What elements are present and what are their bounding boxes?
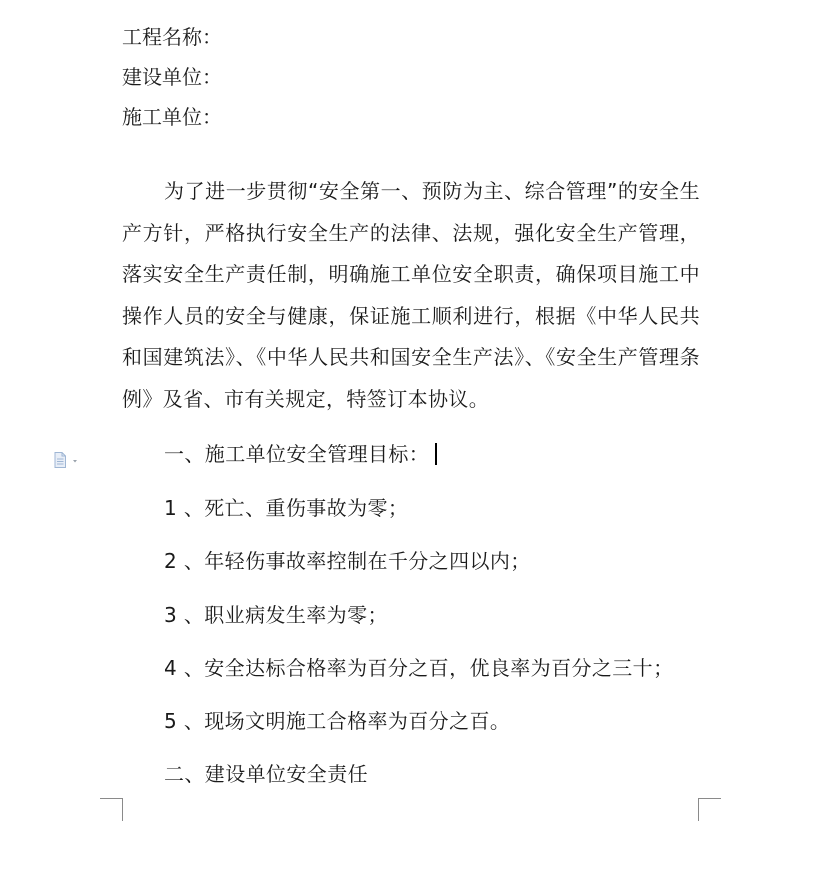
list-item: 5 、现场文明施工合格率为百分之百。 bbox=[164, 709, 511, 733]
list-item: 2 、年轻伤事故率控制在千分之四以内； bbox=[164, 549, 531, 573]
section1-heading-text: 一、施工单位安全管理目标： bbox=[164, 442, 430, 466]
section2-heading: 二、建设单位安全责任 bbox=[164, 762, 368, 786]
page-corner-mark-left bbox=[100, 798, 123, 821]
text-cursor bbox=[435, 443, 437, 465]
paragraph-options[interactable] bbox=[54, 452, 80, 468]
chevron-down-icon bbox=[73, 460, 77, 463]
intro-paragraph: 为了进一步贯彻“安全第一、预防为主、综合管理”的安全生产方针，严格执行安全生产的法律、法规，强化安全生产管理，落实安全生产责任制，明确施工单位安全职责，确保项目施工中操作人员的安全与健康，保证施工顺利进行，根据《中华人民共和国建筑法》、《中华人民共和国安全生产法》、《安全生产管理条例》及省、市有关规定，特签订本协议。 bbox=[122, 179, 700, 411]
page-corner-mark-right bbox=[698, 798, 721, 821]
list-item: 1 、死亡、重伤事故为零； bbox=[164, 496, 409, 520]
project-name-label: 工程名称： bbox=[122, 25, 222, 49]
section1-heading[interactable] bbox=[164, 442, 437, 466]
contractor-label: 施工单位： bbox=[122, 105, 222, 129]
list-item: 4 、安全达标合格率为百分之百，优良率为百分之三十； bbox=[164, 656, 674, 680]
list-item: 3 、职业病发生率为零； bbox=[164, 603, 388, 627]
document-icon bbox=[54, 452, 80, 468]
builder-label: 建设单位： bbox=[122, 65, 222, 89]
